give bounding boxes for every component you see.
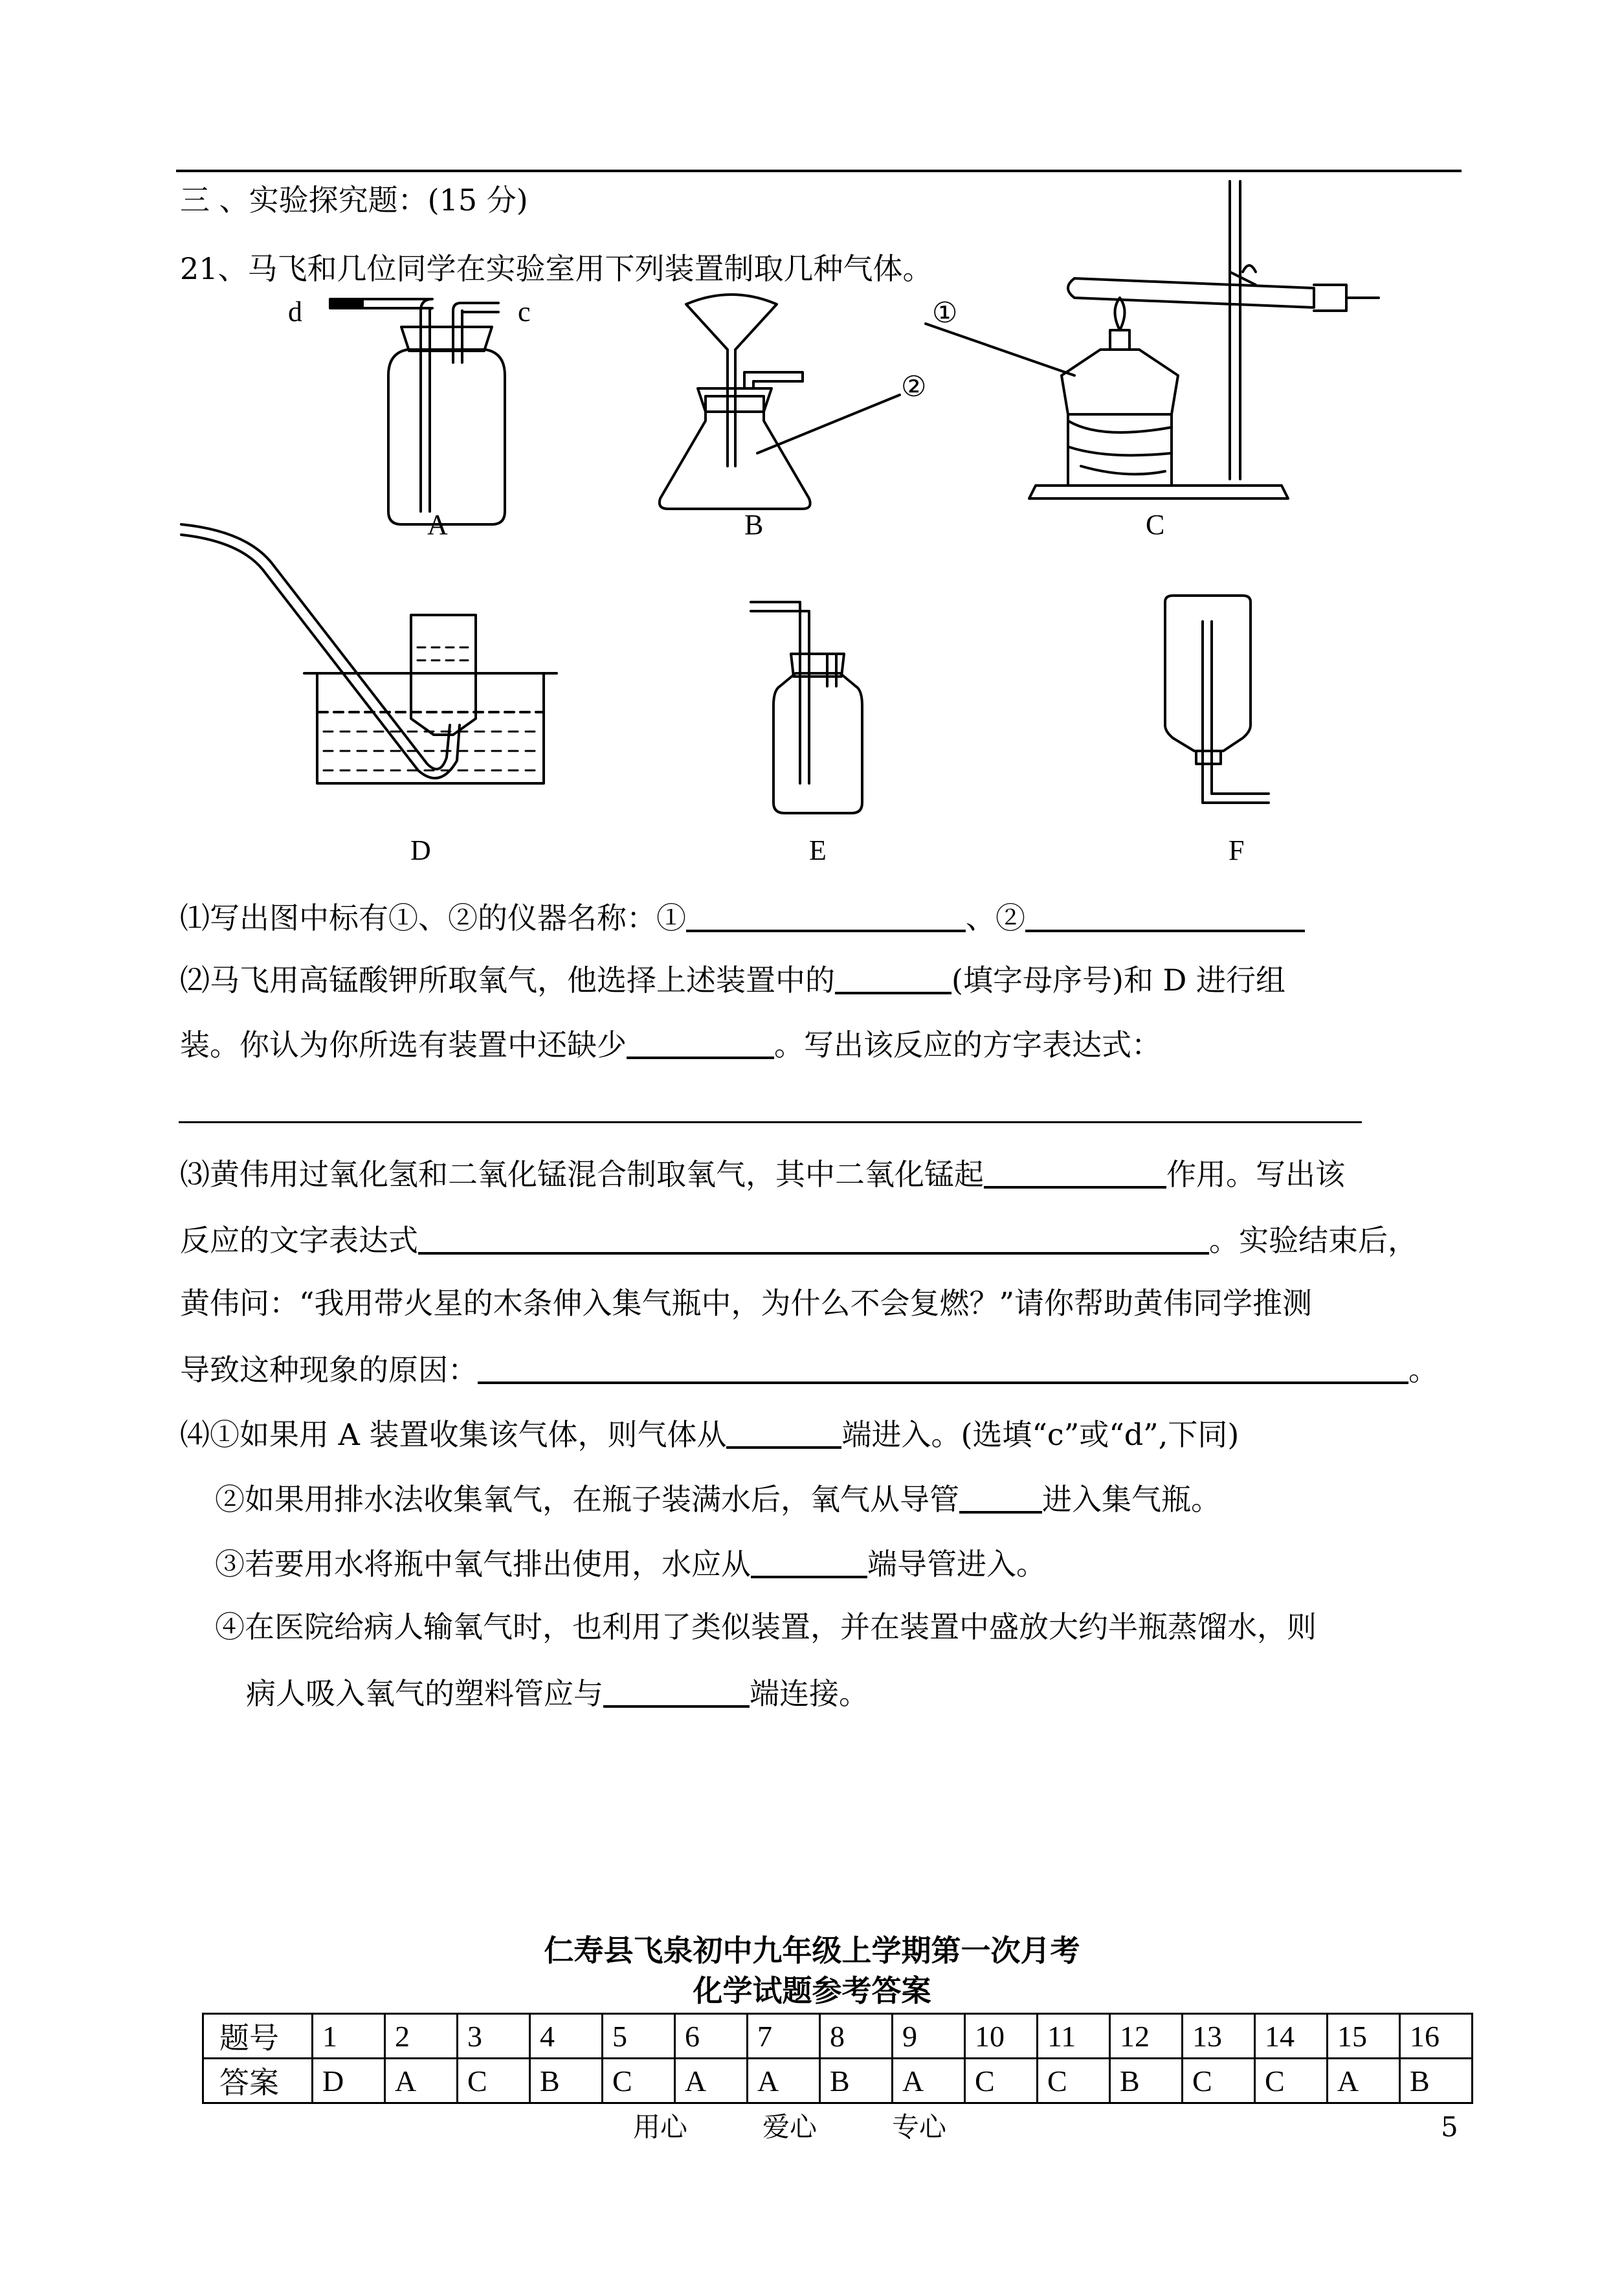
answer-cell: A [893, 2059, 965, 2103]
apparatus-b [660, 295, 900, 509]
part-3-text-g: 。 [1408, 1352, 1438, 1387]
part-2-text-b: (填字母序号)和 D 进行组 [951, 963, 1286, 998]
answer-cell: B [820, 2059, 893, 2103]
figure-label-b: B [744, 509, 764, 541]
figure-label-f: F [1229, 834, 1245, 866]
part-3-blank-1[interactable] [984, 1158, 1166, 1189]
question-number: 4 [530, 2014, 603, 2059]
part-1 [180, 901, 1305, 933]
port-d-label: d [288, 296, 302, 328]
answer-table [202, 2013, 1473, 2104]
answer-cell: A [748, 2059, 820, 2103]
part-4-blank-1[interactable] [726, 1418, 841, 1449]
mark-2-label: ② [901, 371, 927, 403]
part-4-line-5 [246, 1676, 869, 1711]
part-4-text-a: ⑷①如果用 A 装置收集该气体，则气体从 [180, 1417, 727, 1452]
footer-motto-2: 爱心 [762, 2111, 818, 2143]
question-number: 9 [893, 2014, 965, 2059]
question-number: 13 [1183, 2014, 1255, 2059]
apparatus-e [751, 602, 862, 813]
answer-cell: B [530, 2059, 603, 2103]
part-2-line-2 [180, 1028, 1161, 1060]
part-3-line-1 [180, 1157, 1345, 1192]
part-4-line-2 [215, 1482, 1221, 1517]
mark-1-label: ① [932, 297, 958, 329]
part-4-line-4: ④在医院给病人输氧气时，也利用了类似装置，并在装置中盛放大约半瓶蒸馏水，则 [215, 1609, 1317, 1644]
answer-cell: C [1183, 2059, 1255, 2103]
page-number: 5 [1441, 2111, 1458, 2143]
part-3-text-b: 作用。写出该 [1166, 1157, 1345, 1192]
part-3-text-c: 反应的文字表达式 [180, 1223, 418, 1258]
question-number: 2 [385, 2014, 458, 2059]
section-title: 三 、实验探究题：(15 分) [180, 183, 528, 218]
question-number: 3 [458, 2014, 530, 2059]
part-4-text-e: ③若要用水将瓶中氧气排出使用，水应从 [215, 1547, 751, 1582]
part-4-text-c: ②如果用排水法收集氧气，在瓶子装满水后，氧气从导管 [215, 1482, 959, 1517]
part-3-text-d: 。实验结束后， [1209, 1223, 1418, 1258]
part-4-blank-2[interactable] [959, 1482, 1042, 1514]
part-4-text-i: 端连接。 [750, 1676, 869, 1711]
part-4-blank-3[interactable] [751, 1547, 867, 1578]
answer-cell: C [1038, 2059, 1110, 2103]
figure-label-c: C [1146, 509, 1165, 541]
answer-cell: A [675, 2059, 748, 2103]
question-number: 8 [820, 2014, 893, 2059]
question-number: 10 [965, 2014, 1038, 2059]
question-number: 5 [603, 2014, 675, 2059]
part-3-blank-2[interactable] [418, 1224, 1209, 1255]
part-3-text-a: ⑶黄伟用过氧化氢和二氧化锰混合制取氧气，其中二氧化锰起 [180, 1157, 984, 1192]
part-4-line-1 [180, 1417, 1240, 1452]
part-2-equation-line[interactable] [179, 1121, 1362, 1123]
part-2-line-1 [180, 963, 1286, 998]
part-2-text-c: 装。你认为你所选有装置中还缺少 [180, 1027, 627, 1062]
part-3-line-4 [180, 1353, 1438, 1385]
part-1-text-a: ⑴写出图中标有①、②的仪器名称：① [180, 900, 686, 935]
answer-cell: C [965, 2059, 1038, 2103]
part-4-text-d: 进入集气瓶。 [1042, 1482, 1221, 1517]
part-1-text-b: 、② [966, 900, 1025, 935]
part-4-line-3 [215, 1547, 1046, 1582]
answer-cell: A [1328, 2059, 1400, 2103]
question-number: 15 [1328, 2014, 1400, 2059]
part-4-text-b: 端进入。(选填“c”或“d”,下同) [841, 1417, 1240, 1452]
apparatus-figure [0, 0, 1624, 880]
question-number: 1 [313, 2014, 385, 2059]
answer-table-row-numbers [203, 2014, 1473, 2059]
question-stem: 21、马飞和几位同学在实验室用下列装置制取几种气体。 [180, 251, 933, 286]
part-4-blank-4[interactable] [603, 1677, 750, 1708]
question-number: 6 [675, 2014, 748, 2059]
answer-cell: B [1400, 2059, 1473, 2103]
question-number: 12 [1110, 2014, 1183, 2059]
question-number: 14 [1255, 2014, 1328, 2059]
figure-label-e: E [809, 834, 827, 866]
part-1-blank-2[interactable] [1025, 901, 1305, 932]
part-2-text-a: ⑵马飞用高锰酸钾所取氧气，他选择上述装置中的 [180, 963, 835, 998]
answer-key-title-1: 仁寿县飞泉初中九年级上学期第一次月考 [544, 1933, 1080, 1968]
question-number: 7 [748, 2014, 820, 2059]
answer-cell: D [313, 2059, 385, 2103]
apparatus-d [181, 524, 557, 783]
port-c-label: c [518, 296, 531, 328]
row-label-answers: 答案 [203, 2059, 313, 2103]
figure-label-d: D [410, 834, 431, 866]
part-2-text-d: 。写出该反应的方字表达式： [774, 1027, 1161, 1062]
part-4-text-f: 端导管进入。 [867, 1547, 1046, 1582]
footer-motto-1: 用心 [633, 2111, 688, 2143]
answer-cell: A [385, 2059, 458, 2103]
question-number: 16 [1400, 2014, 1473, 2059]
apparatus-f [1165, 596, 1269, 803]
answer-cell: C [458, 2059, 530, 2103]
answer-key-title-2: 化学试题参考答案 [693, 1973, 931, 2008]
answer-cell: C [603, 2059, 675, 2103]
part-3-line-2 [180, 1223, 1418, 1258]
part-3-text-f: 导致这种现象的原因： [180, 1352, 478, 1387]
question-number: 11 [1038, 2014, 1110, 2059]
figure-label-a: A [427, 509, 448, 541]
part-2-blank-1[interactable] [835, 963, 951, 994]
apparatus-a [330, 299, 505, 524]
answer-cell: B [1110, 2059, 1183, 2103]
footer-motto-3: 专心 [892, 2111, 947, 2143]
part-1-blank-1[interactable] [686, 901, 966, 932]
part-4-text-h: 病人吸入氧气的塑料管应与 [246, 1676, 603, 1711]
answer-table-row-answers [203, 2059, 1473, 2103]
part-2-blank-2[interactable] [627, 1028, 774, 1059]
apparatus-c [926, 181, 1379, 498]
answer-cell: C [1255, 2059, 1328, 2103]
part-3-blank-3[interactable] [478, 1353, 1408, 1384]
part-3-line-3: 黄伟问：“我用带火星的木条伸入集气瓶中，为什么不会复燃？”请你帮助黄伟同学推测 [180, 1286, 1313, 1321]
row-label-numbers: 题号 [203, 2014, 313, 2059]
